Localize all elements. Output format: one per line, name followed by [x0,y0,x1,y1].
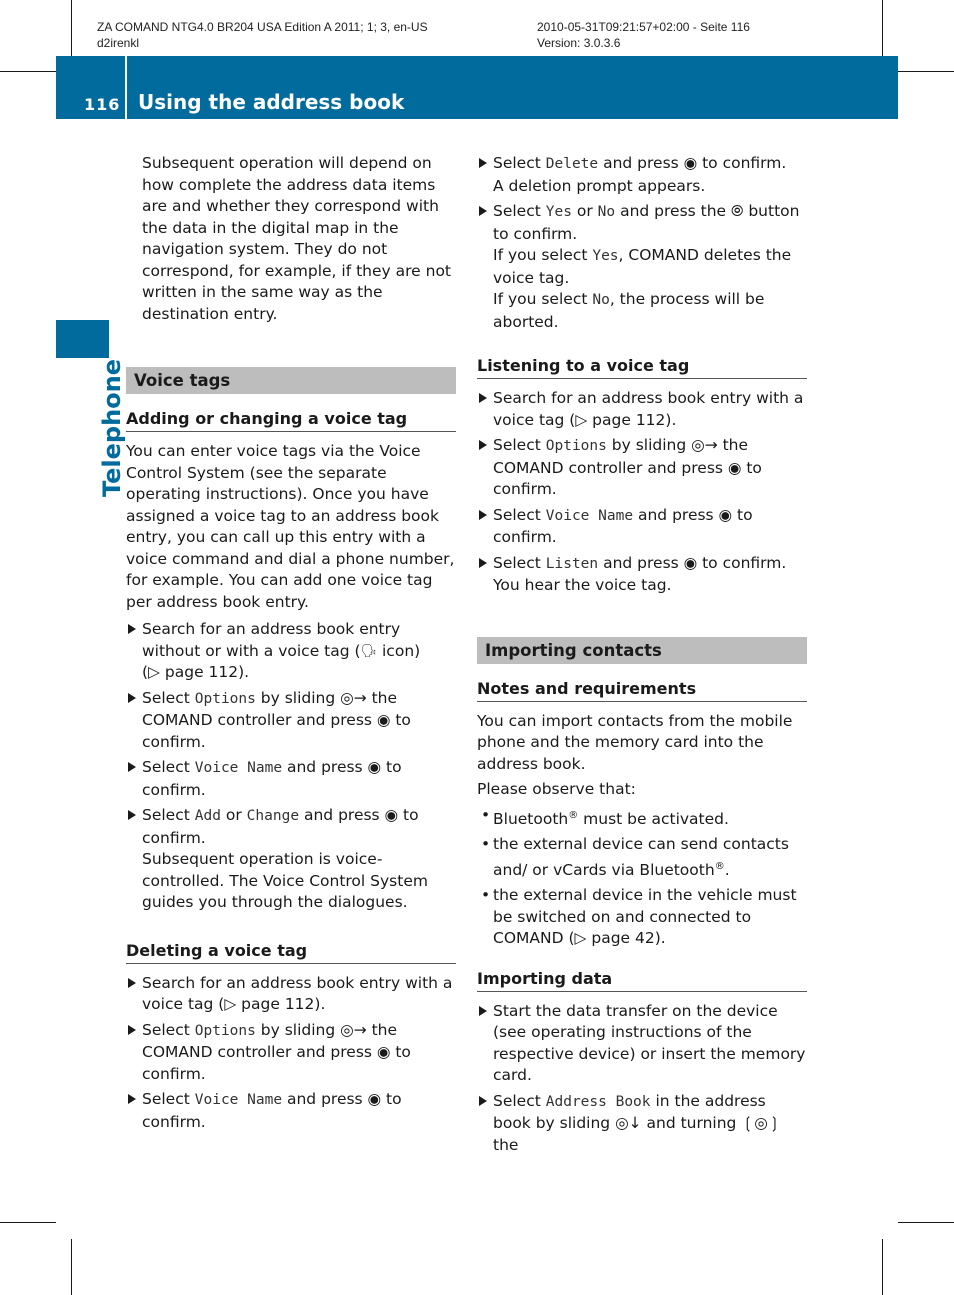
subheading-importing-data: Importing data [477,968,807,992]
step-note: A deletion prompt appears. [493,176,706,195]
menu-item-label: No [597,204,616,220]
header-line: 2010-05-31T09:21:57+02:00 - Seite 116 [537,20,750,34]
step-arrow-icon [128,1025,136,1035]
crop-mark [0,1222,56,1223]
step-arrow-icon [128,1094,136,1104]
bullet: • [481,805,491,824]
menu-item-label: Add [194,808,221,824]
list-text: . [724,860,730,879]
subheading-listening: Listening to a voice tag [477,355,807,379]
step-text: by sliding ◎→ the COMAND controller and press ◉ to confirm. [142,1020,411,1083]
print-header-left [97,19,428,51]
step-arrow-icon [128,624,136,634]
step-text: Start the data transfer on the device (see operating instructions of the respective device) or insert the memory card. [493,1001,806,1085]
step-item [477,201,807,333]
observe-line: Please observe that: [477,780,636,798]
adding-paragraph: You can enter voice tags via the Voice Control System (see the separate operating instructions). Once you have assigned a voice tag to an address book entry, you can call up this entry with a voice command and dial a phone number, for example. You can add one voice tag per address book entry. [126,442,455,611]
menu-item-label: Voice Name [194,760,283,776]
page-reference: (▷ page 112). [142,663,250,681]
banner-divider [125,56,127,119]
menu-item-label: Listen [545,555,599,572]
step-note: , COMAND deletes the voice tag. [493,246,792,287]
step-arrow-icon [128,810,136,820]
crop-mark [882,0,883,56]
step-note: If you select [493,246,593,264]
step-text: Select [493,505,546,524]
page-number: 116 [84,95,121,114]
menu-item-label: Yes [592,248,619,264]
step-arrow-icon [479,1096,487,1106]
step-arrow-icon [479,206,487,216]
menu-item-label: Yes [545,204,572,220]
step-text: Select [493,202,546,220]
step-item [477,505,807,549]
step-text: Select [142,758,195,776]
step-note: You hear the voice tag. [493,576,672,594]
step-text: Select [142,806,195,824]
step-text: or [220,806,247,824]
right-column [477,153,807,1160]
crop-mark [0,71,56,72]
step-text: Select [493,154,546,172]
step-item [477,388,807,431]
step-text: and press ◉ to confirm. [493,505,753,546]
menu-item-label: Address Book [545,1093,651,1110]
step-text: Select [493,553,546,572]
step-text: by sliding ◎→ the COMAND controller and press ◉ to confirm. [142,688,411,751]
step-text: Search for an address book entry with a voice tag (▷ page 112). [493,389,804,429]
menu-item-label: Voice Name [194,1092,283,1108]
menu-item-label: Delete [545,156,599,172]
step-text: and press ◉ to confirm. [142,806,419,847]
chapter-tab [56,320,109,358]
list-text: Bluetooth [493,809,569,828]
step-arrow-icon [479,510,487,520]
step-item [477,1091,807,1157]
subheading-deleting: Deleting a voice tag [126,940,456,964]
menu-item-label: No [592,292,610,308]
step-text: Select [142,1020,195,1039]
section-heading-importing: Importing contacts [477,637,807,664]
voice-tag-icon: 🗣 [360,643,378,659]
header-line: ZA COMAND NTG4.0 BR204 USA Edition A 2011; 1; 3, en-US [97,20,428,34]
step-item [126,1089,456,1133]
step-item [477,435,807,501]
menu-item-label: Change [246,808,300,824]
step-text: Search for an address book entry with a voice tag (▷ page 112). [142,973,453,1013]
chapter-label: Telephone [98,358,126,498]
list-text: must be activated. [578,809,729,828]
step-item [126,619,456,684]
step-note: If you select [493,290,593,308]
menu-item-label: Options [545,438,607,454]
step-item [126,757,456,801]
intro-paragraph: Subsequent operation will depend on how complete the address data items are and whether they correspond with the data in the digital map in the navigation system. They do not correspond, for example, if they are not written in the same way as the destination entry. [142,154,452,323]
step-text: by sliding ◎→ the COMAND controller and press ◉ to confirm. [493,436,762,498]
step-item [126,1020,456,1086]
registered-mark: ® [568,809,579,821]
step-note: , the process will be aborted. [493,290,765,331]
crop-mark [898,1222,954,1223]
step-text: and press ◉ to confirm. [142,758,402,799]
step-text: and press ◉ to confirm. [598,553,787,572]
step-text: and press ◉ to confirm. [142,1090,402,1131]
step-arrow-icon [479,158,487,168]
print-header-right [537,19,750,51]
bullet: • [481,886,491,905]
step-text: Select [142,1090,195,1108]
subheading-notes: Notes and requirements [477,678,807,702]
list-item [477,805,807,831]
step-item [126,805,456,914]
notes-paragraph: You can import contacts from the mobile phone and the memory card into the address book. [477,711,793,773]
step-text: Search for an address book entry without or with a voice tag ( [142,620,401,660]
left-column [126,153,456,1137]
page-title: Using the address book [138,90,405,114]
step-item [477,153,807,197]
crop-mark [882,1239,883,1295]
crop-mark [71,1239,72,1295]
crop-mark [898,71,954,72]
step-item [477,1001,807,1087]
step-arrow-icon [128,693,136,703]
menu-item-label: Voice Name [545,507,634,524]
header-line: Version: 3.0.3.6 [537,36,621,50]
list-item [477,885,807,950]
bullet: • [481,835,491,854]
step-item [477,553,807,597]
menu-item-label: Options [194,1022,256,1039]
step-arrow-icon [128,762,136,772]
step-arrow-icon [128,978,136,988]
header-line: d2irenkl [97,36,140,50]
step-arrow-icon [479,1006,487,1016]
step-text: Select [493,1091,546,1110]
step-note: Subsequent operation is voice-controlled. The Voice Control System guides you through the dialogues. [142,850,428,911]
list-text: the external device can send contacts and/ or vCards via Bluetooth [493,835,789,879]
list-text: the external device in the vehicle must be switched on and connected to COMAND (▷ page 42). [493,886,797,948]
step-text: Select [493,436,546,454]
step-arrow-icon [479,393,487,403]
section-heading-voice-tags: Voice tags [126,367,456,394]
subheading-adding: Adding or changing a voice tag [126,408,456,432]
step-text: Select [142,688,195,707]
registered-mark: ® [714,860,725,872]
step-text: or [571,202,598,220]
crop-mark [71,0,72,56]
step-text: and press ◉ to confirm. [598,154,787,172]
step-text: and press the ⦾ button to confirm. [493,202,800,243]
step-arrow-icon [479,558,487,568]
step-item [126,688,456,754]
menu-item-label: Options [194,690,256,707]
step-text: in the address book by sliding ◎↓ and turning ❲◎❳ the [493,1091,781,1154]
list-item [477,834,807,881]
step-text: icon) [377,641,421,660]
step-arrow-icon [479,440,487,450]
step-item [126,973,456,1016]
